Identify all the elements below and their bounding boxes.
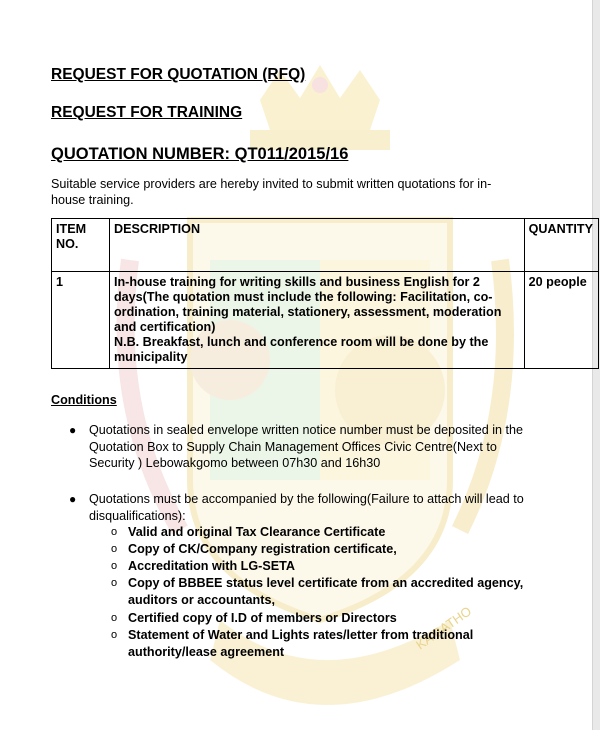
requirement-item [111,575,548,609]
bullet-text: Quotations in sealed envelope written notice number must be deposited in the Quotation Box to Supply Chain Management Offices Civic Centre(Next to Security ) Lebowakgomo between 07h30 and 16h30 [89,423,524,470]
quotation-table [51,218,599,369]
bullet-icon: ● [69,492,77,506]
table-header-row [52,219,599,272]
bullet-icon: ● [69,423,77,437]
cell-quantity: 20 people [524,272,598,369]
requirement-item [111,524,548,541]
list-item [69,491,544,524]
requirement-item [111,541,548,558]
requirement-text: Statement of Water and Lights rates/letter from traditional authority/lease agreement [128,628,474,660]
requirement-item [111,610,548,627]
circle-bullet-icon: o [111,577,118,589]
header-item-no: ITEM NO. [52,219,110,272]
requirement-text: Copy of BBBEE status level certificate from an accredited agency, auditors or accountants, [128,576,524,608]
requirement-item [111,558,548,575]
crown-jewel [312,77,328,93]
description-note: N.B. Breakfast, lunch and conference room will be done by the municipality [113,335,489,364]
cell-item: 1 [52,272,110,369]
list-item [69,422,544,472]
intro-paragraph: Suitable service providers are hereby invited to submit written quotations for in-house training. [51,177,492,207]
heading-training: REQUEST FOR TRAINING [51,104,243,121]
circle-bullet-icon: o [111,560,118,572]
conditions-title: Conditions [51,393,117,407]
requirement-text: Accreditation with LG-SETA [128,559,295,573]
table-row [52,272,599,369]
requirement-item [111,627,548,661]
heading-quotation-number: QUOTATION NUMBER: QT011/2015/16 [51,145,349,163]
crest-motto: KA BATHO [413,603,475,653]
circle-bullet-icon: o [111,543,118,555]
cell-description [109,272,524,369]
requirement-text: Copy of CK/Company registration certificate, [128,542,397,556]
circle-bullet-icon: o [111,629,118,641]
requirement-text: Certified copy of I.D of members or Directors [128,611,397,625]
header-quantity: QUANTITY [524,219,598,272]
circle-bullet-icon: o [111,526,118,538]
bullet-text: Quotations must be accompanied by the following(Failure to attach will lead to disqualifications): [89,492,524,523]
description-text: In-house training for writing skills and business English for 2 days(The quotation must include the following: Facilitation, co-ordination, training material, stationery, assessment, moderation and certification) [113,275,502,334]
heading-rfq: REQUEST FOR QUOTATION (RFQ) [51,66,306,83]
header-description: DESCRIPTION [109,219,524,272]
requirement-text: Valid and original Tax Clearance Certificate [128,525,386,539]
circle-bullet-icon: o [111,612,118,624]
